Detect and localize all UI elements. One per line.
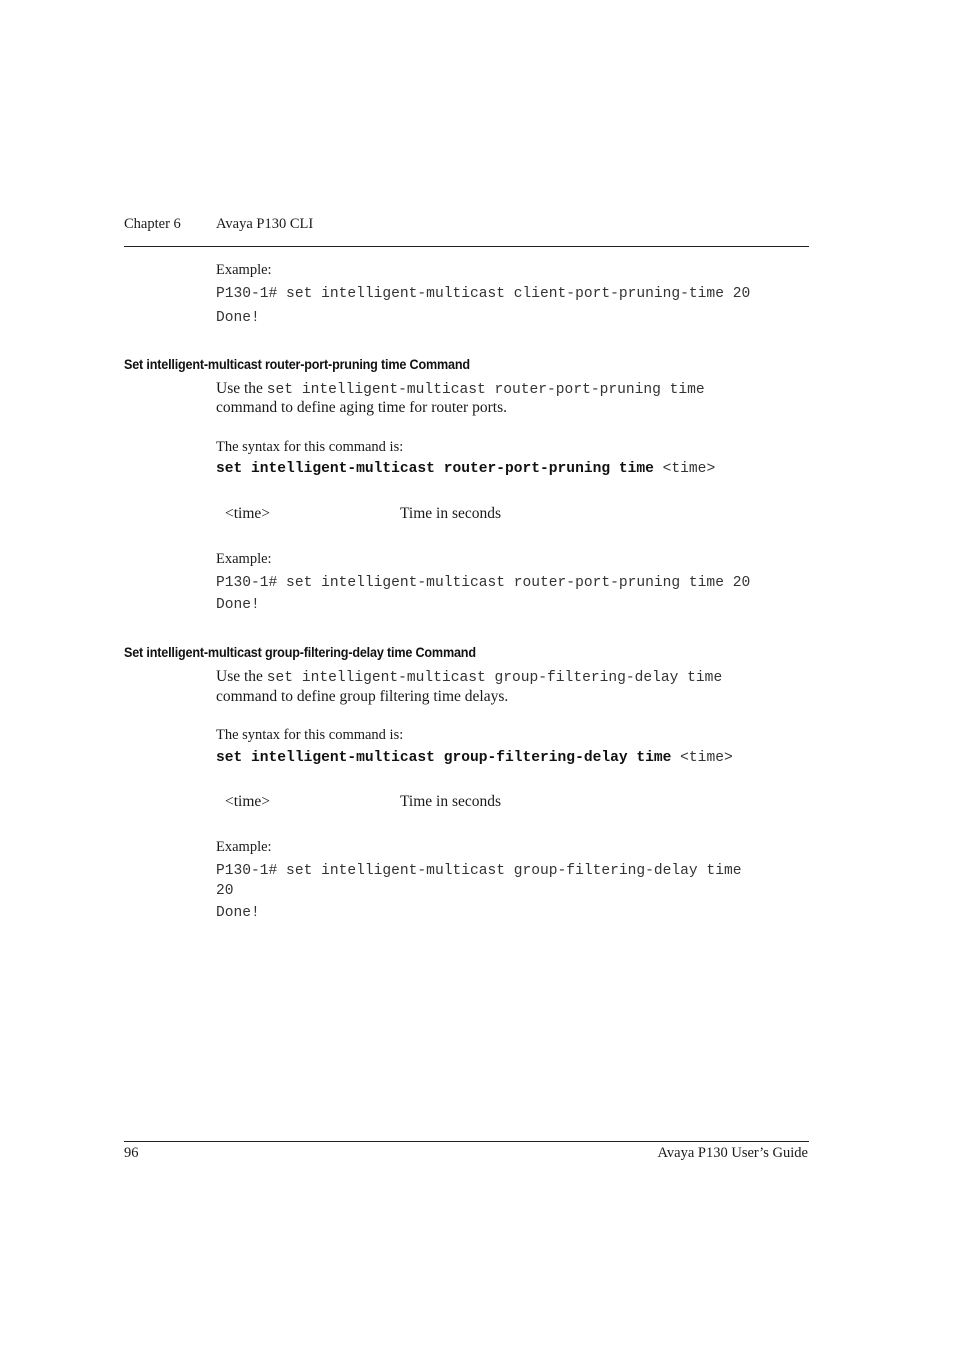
section-heading: Set intelligent-multicast group-filtering-delay time Command [124, 644, 476, 660]
syntax-label: The syntax for this command is: [216, 439, 404, 455]
example-code-line: 20 [216, 883, 234, 899]
header-rule [124, 246, 809, 247]
param-name: <time> [225, 505, 271, 522]
syntax-label: The syntax for this command is: [216, 727, 404, 743]
example-code-line: P130-1# set intelligent-multicast client-port-pruning-time 20 [216, 286, 751, 302]
syntax-command: set intelligent-multicast router-port-pruning time [216, 461, 654, 477]
syntax-line [216, 750, 733, 766]
syntax-line [216, 461, 715, 477]
param-name: <time> [225, 793, 271, 810]
header-chapter-title: Avaya P130 CLI [216, 216, 314, 232]
example-code-line: Done! [216, 905, 260, 921]
syntax-command: set intelligent-multicast group-filtering-delay time [216, 750, 672, 766]
param-description: Time in seconds [400, 793, 502, 810]
usage-text [216, 668, 722, 686]
usage-prefix: Use the [216, 668, 267, 685]
example-label: Example: [216, 551, 272, 567]
example-code-line: Done! [216, 597, 260, 613]
section-heading: Set intelligent-multicast router-port-pruning time Command [124, 356, 470, 372]
footer-guide-title: Avaya P130 User’s Guide [657, 1145, 808, 1161]
usage-command: set intelligent-multicast router-port-pruning time [266, 382, 705, 398]
header-chapter: Chapter 6 [124, 216, 181, 232]
example-label: Example: [216, 262, 272, 278]
param-description: Time in seconds [400, 505, 502, 522]
syntax-param: <time> [662, 461, 716, 477]
usage-command: set intelligent-multicast group-filtering-delay time [266, 670, 723, 686]
example-code-line: Done! [216, 310, 260, 326]
syntax-param: <time> [680, 750, 733, 766]
footer-rule [124, 1141, 809, 1142]
usage-prefix: Use the [216, 380, 267, 397]
usage-suffix: command to define aging time for router ports. [216, 399, 507, 416]
example-code-line: P130-1# set intelligent-multicast router-port-pruning time 20 [216, 575, 751, 591]
usage-text [216, 380, 705, 398]
footer-page-number: 96 [124, 1145, 139, 1161]
usage-suffix: command to define group filtering time delays. [216, 688, 509, 705]
example-code-line: P130-1# set intelligent-multicast group-filtering-delay time [216, 863, 742, 879]
example-label: Example: [216, 839, 272, 855]
